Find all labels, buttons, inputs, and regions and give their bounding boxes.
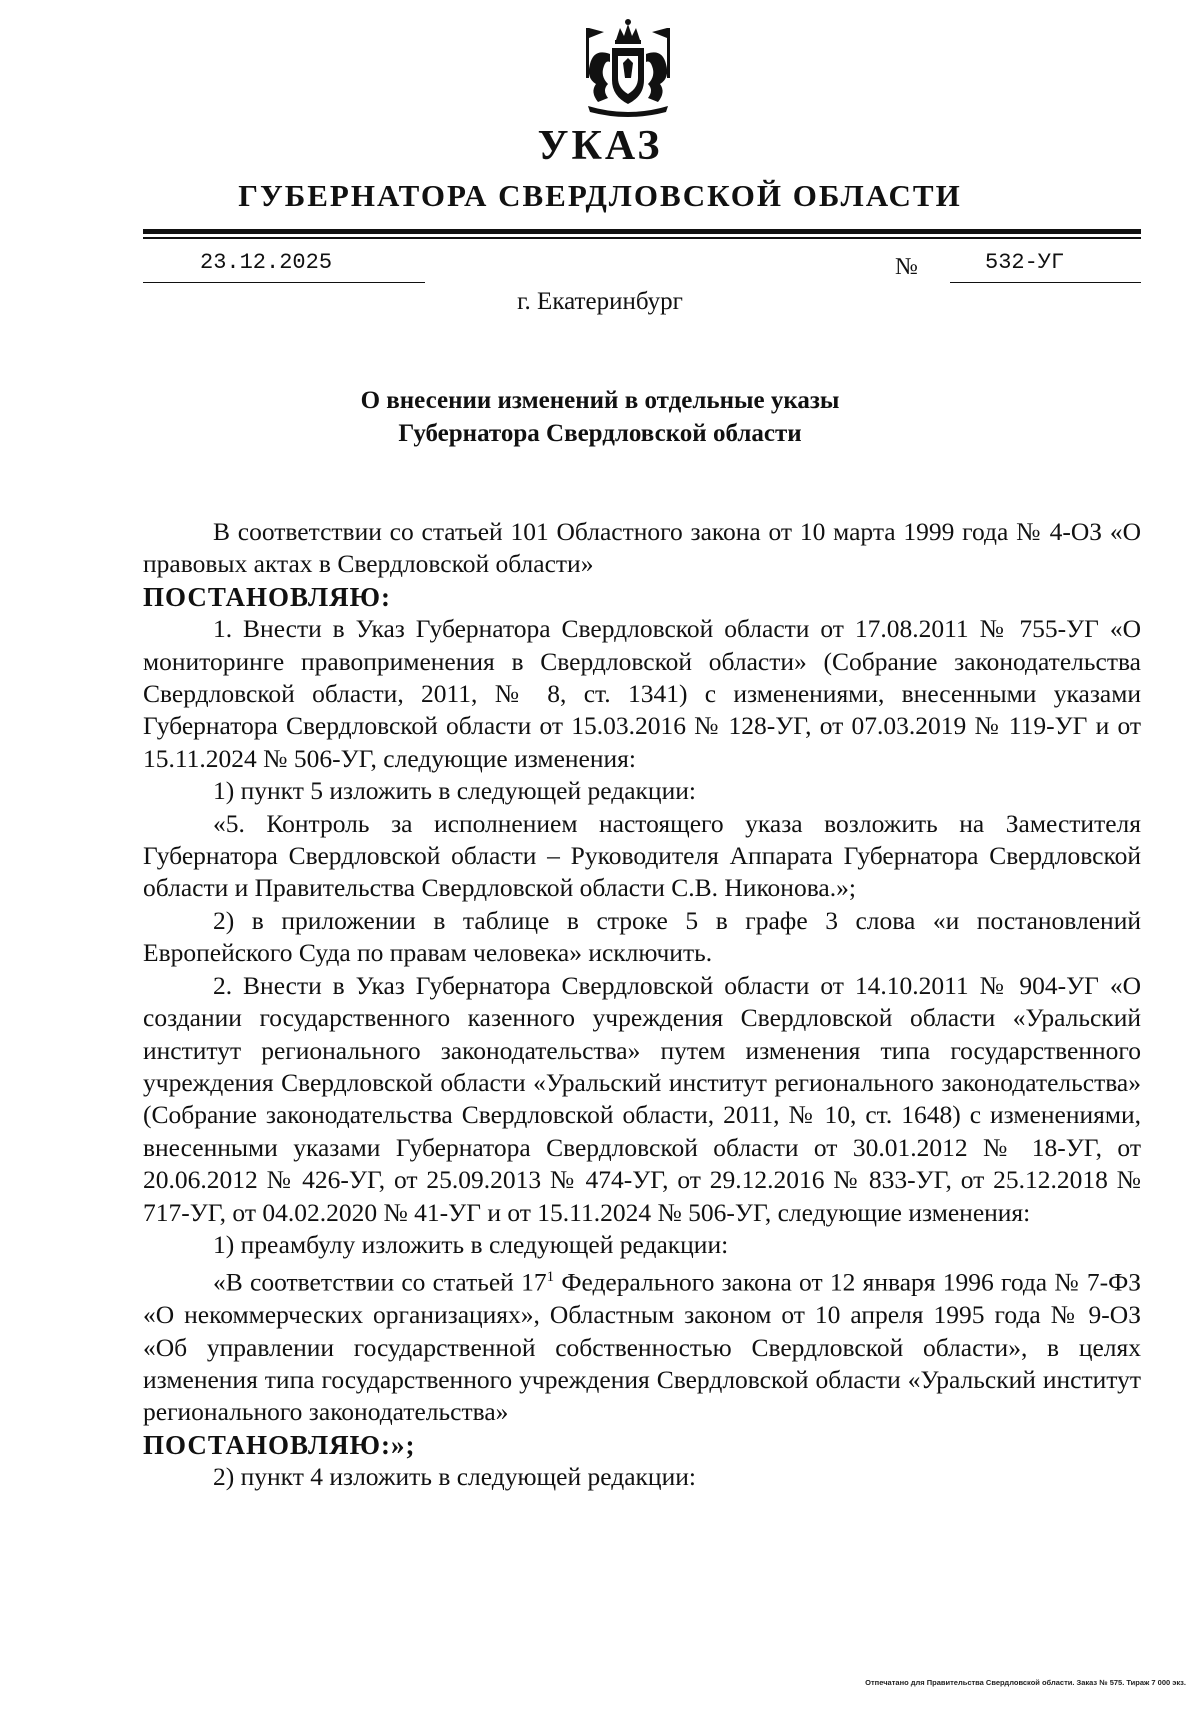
document-date: 23.12.2025: [200, 250, 333, 275]
decree-heading-quoted: ПОСТАНОВЛЯЮ:»;: [143, 1429, 416, 1460]
header-rule-thick: [143, 229, 1141, 234]
article-superscript: 1: [546, 1269, 555, 1286]
clause-1-1-text-paragraph: «5. Контроль за исполнением настоящего указа возложить на Заместителя Губернатора Свердловской области – Руководителя Аппарата Губернатора Свердловской области и Правительства Свердловской области С.В. Никонова.»;: [143, 808, 1141, 903]
preamble-paragraph: В соответствии со статьей 101 Областного закона от 10 марта 1999 года № 4-ОЗ «О правовых актах в Свердловской области»: [143, 517, 1141, 579]
document-type: УКАЗ: [537, 123, 663, 169]
decree-heading: ПОСТАНОВЛЯЮ:: [143, 581, 391, 612]
coat-of-arms-icon: [568, 18, 688, 118]
document-body: [143, 516, 1141, 1494]
preamble-quote-rest: Федерального закона от 12 января 1996 года № 7-ФЗ «О некоммерческих организациях», Областным законом от 10 апреля 1995 года № 9-ОЗ «Об управлении государственной собственностью Свердловской области», в целях изменения типа государственного учреждения Свердловской области «Уральский институт регионального законодательства»: [143, 1267, 1141, 1427]
clause-2-paragraph: 2. Внести в Указ Губернатора Свердловской области от 14.10.2011 № 904-УГ «О создании государственного казенного учреждения Свердловской области «Уральский институт регионального законодательства» путем изменения типа государственного учреждения Свердловской области «Уральский институт регионального законодательства» (Собрание законодательства Свердловской области, 2011, № 10, ст. 1648) с изменениями, внесенными указами Губернатора Свердловской области от 30.01.2012 № 18-УГ, от 20.06.2012 № 426-УГ, от 25.09.2013 № 474-УГ, от 29.12.2016 № 833-УГ, от 25.12.2018 № 717-УГ, от 04.02.2020 № 41-УГ и от 15.11.2024 № 506-УГ, следующие изменения:: [143, 970, 1141, 1227]
header-rule-thin: [143, 237, 1141, 239]
date-underline: [143, 282, 425, 283]
document-title: [0, 384, 1200, 450]
issuer-title: ГУБЕРНАТОРА СВЕРДЛОВСКОЙ ОБЛАСТИ: [238, 178, 962, 213]
clause-2-2-paragraph: 2) пункт 4 изложить в следующей редакции:: [213, 1462, 696, 1492]
number-underline: [950, 282, 1141, 283]
title-line-1: О внесении изменений в отдельные указы: [360, 387, 840, 414]
document-city: г. Екатеринбург: [517, 288, 683, 315]
print-imprint: Отпечатано для Правительства Свердловской области. Заказ № 575. Тираж 7 000 экз.: [865, 1678, 1186, 1687]
clause-1-2-paragraph: 2) в приложении в таблице в строке 5 в графе 3 слова «и постановлений Европейского Суда по правам человека» исключить.: [143, 905, 1141, 968]
preamble-quote-start: «В соответствии со статьей 17: [213, 1267, 547, 1297]
clause-1-paragraph: 1. Внести в Указ Губернатора Свердловской области от 17.08.2011 № 755-УГ «О мониторинге правоприменения в Свердловской области» (Собрание законодательства Свердловской области, 2011, № 8, ст. 1341) с изменениями, внесенными указами Губернатора Свердловской области от 15.03.2016 № 128-УГ, от 07.03.2019 № 119-УГ и от 15.11.2024 № 506-УГ, следующие изменения:: [143, 614, 1141, 773]
clause-1-1-paragraph: 1) пункт 5 изложить в следующей редакции:: [213, 776, 696, 806]
title-line-2: Губернатора Свердловской области: [398, 420, 802, 447]
document-number: 532-УГ: [985, 250, 1065, 275]
clause-2-1-text-paragraph: [143, 1261, 1141, 1429]
number-sign: №: [895, 254, 918, 280]
clause-2-1-paragraph: 1) преамбулу изложить в следующей редакции:: [213, 1229, 729, 1259]
